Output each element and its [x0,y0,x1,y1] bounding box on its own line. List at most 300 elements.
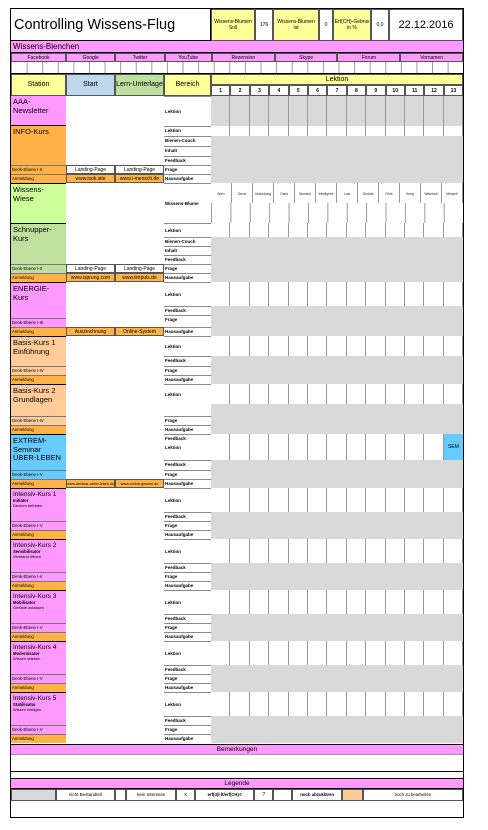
lesson-cell[interactable] [424,434,443,460]
lesson-cell[interactable] [269,641,288,665]
intensiv-1-anmeldung: Anmeldung [11,530,66,539]
ex-lern-url[interactable]: www.online-gewinn.de [115,479,164,488]
info-lektion-label: Lektion [164,126,211,136]
info-bienen-label: Bienen-Couch [164,136,211,146]
channel-youtube: YouTube [165,53,212,62]
lesson-cell[interactable] [347,96,366,126]
lesson-cell[interactable] [405,282,424,306]
intensiv-3-feedback-label: Feedback [164,614,211,623]
wiese-item-9: Fülle [379,183,400,203]
lesson-cell[interactable] [211,336,230,356]
lesson-cell[interactable] [269,692,288,716]
lesson-cell[interactable] [347,692,366,716]
legende-erfuellt: erf(ü)l-lt/erf(CH)-t [195,789,254,801]
intensiv-4-grid [211,665,463,692]
lesson-cell[interactable] [347,488,366,512]
sch-start-landing: Landing-Page [66,264,115,273]
lesson-cell[interactable] [211,96,230,126]
intensiv-3-title: Intensiv-Kurs 3 [13,593,57,600]
lesson-cell[interactable] [366,641,385,665]
lesson-cell[interactable] [211,282,230,306]
lesson-cell[interactable] [424,96,443,126]
lesson-cell[interactable] [366,434,385,460]
lesson-cell[interactable] [230,539,249,563]
intensiv-5-denk-ebene: Denk-Ebene I-V [11,725,66,734]
sem-badge: SEM [444,434,463,460]
lesson-cell[interactable] [366,336,385,356]
station-info-kurs: INFO-Kurs [11,126,66,165]
lesson-cell[interactable] [444,384,463,404]
lesson-cell[interactable] [230,282,249,306]
intensiv-2-feedback-label: Feedback [164,563,211,572]
ex-feedback-label: Feedback [164,460,211,470]
intensiv-5-lesson-cells [211,692,463,716]
lesson-cell[interactable] [250,282,269,306]
intensiv-5-grid [211,716,463,743]
lesson-cell[interactable] [347,282,366,306]
lesson-cell[interactable] [444,641,463,665]
legende-swatch-blank-2 [273,789,292,801]
b1-grid [211,356,463,384]
lesson-cell[interactable] [386,223,405,237]
lesson-cell[interactable] [424,641,443,665]
en-lesson-cells [211,282,463,306]
channel-google: Google [66,53,115,62]
bemerkungen-area[interactable] [11,754,463,772]
lesson-cell[interactable] [289,488,308,512]
lesson-cell[interactable] [386,384,405,404]
lesson-cell[interactable] [250,590,269,614]
intensiv-2-focus: Verstand öffnen [13,554,41,559]
b1-frage-label: Frage [164,366,211,375]
wiese-items [211,183,463,203]
intensiv-4-title: Intensiv-Kurs 4 [13,644,57,651]
lesson-cell[interactable] [211,641,230,665]
lesson-number-8: 8 [347,85,366,96]
lesson-cell[interactable] [308,282,327,306]
sch-start-url[interactable]: www.isprung.com [66,273,115,282]
lesson-cell[interactable] [405,223,424,237]
percent-label: Erf(CH)-Gebnis in % [333,9,371,41]
sch-lern-landing: Landing-Page [115,264,164,273]
lesson-number-2: 2 [230,85,249,96]
lesson-cell[interactable] [211,488,230,512]
info-inhalt-label: Inhalt [164,146,211,156]
lesson-number-9: 9 [366,85,385,96]
intensiv-4-lesson-cells [211,641,463,665]
ex-denk-ebene: Denk-Ebene I-V [11,470,66,479]
lesson-number-5: 5 [289,85,308,96]
wiese-item-7: Lust [337,183,358,203]
lesson-cell[interactable] [269,384,288,404]
b2-hausaufgabe-label: Hausaufgabe [164,425,211,434]
intensiv-5-frage-label: Frage [164,725,211,734]
lesson-cell[interactable] [405,539,424,563]
lesson-cell[interactable] [366,282,385,306]
lesson-cell[interactable] [308,488,327,512]
intensiv-5-lektion-label: Lektion [164,692,211,716]
lesson-cell[interactable] [386,336,405,356]
lesson-cell[interactable] [269,488,288,512]
sch-denk-ebene: Denk-Ebene I-II [11,264,66,273]
wiese-blume-label: Wissens-Blume [164,183,211,223]
lesson-cell[interactable] [405,434,424,460]
info-lern-url[interactable]: www.i-mensch.de [115,174,164,183]
lesson-cell[interactable] [327,336,346,356]
lesson-cell[interactable] [250,539,269,563]
intensiv-5-hausaufgabe-label: Hausaufgabe [164,734,211,743]
wiese-item-1: Wein [211,183,232,203]
wiese-item-6: Intelligenz [316,183,337,203]
soll-value: 176 [255,9,273,41]
wiese-item-10: Krieg [400,183,421,203]
b2-denk-ebene: Denk-Ebene I-IV [11,416,66,425]
lesson-cell[interactable] [250,223,269,237]
lesson-cell[interactable] [405,641,424,665]
lesson-cell[interactable] [386,488,405,512]
lesson-cell[interactable] [269,282,288,306]
intensiv-5-anmeldung: Anmeldung [11,734,66,743]
info-denk-ebene: Denk-Ebene I-II [11,165,66,174]
lesson-cell[interactable] [327,384,346,404]
legende-abzuklaeren: noch abzuklären [292,789,342,801]
wiese-item-4: Geist [274,183,295,203]
intensiv-3-hausaufgabe-label: Hausaufgabe [164,632,211,641]
b1-hausaufgabe-label: Hausaufgabe [164,375,211,384]
en-lektion-label: Lektion [164,282,211,306]
lesson-cell[interactable] [424,384,443,404]
intensiv-2-grid [211,563,463,590]
lesson-cell[interactable] [269,96,288,126]
intensiv-1-focus: Denken befreien [13,503,43,508]
lesson-cell[interactable] [405,590,424,614]
channel-twitter: Twitter [115,53,164,62]
lesson-cell[interactable] [444,692,463,716]
intensiv-1-grid [211,512,463,539]
en-denk-ebene: Denk-Ebene I-III [11,318,66,327]
lesson-cell[interactable] [386,96,405,126]
lesson-cell[interactable] [289,223,308,237]
info-start-url[interactable]: www.isok.site [66,174,115,183]
intensiv-3-frage-label: Frage [164,623,211,632]
b1-feedback-label: Feedback [164,356,211,366]
lesson-cell[interactable] [289,692,308,716]
channel-row [11,53,463,62]
intensiv-4-lektion-label: Lektion [164,641,211,665]
lesson-cell[interactable] [308,434,327,460]
lesson-cell[interactable] [386,434,405,460]
lesson-cell[interactable] [405,384,424,404]
lesson-cell[interactable] [211,539,230,563]
lesson-number-3: 3 [250,85,269,96]
lesson-cell[interactable] [211,692,230,716]
station-schnupper-kurs: Schnupper-Kurs [11,223,66,264]
lesson-number-7: 7 [327,85,346,96]
legende-x: x [176,789,195,801]
lesson-cell[interactable] [230,336,249,356]
intensiv-4-frage-label: Frage [164,674,211,683]
lesson-cell[interactable] [424,282,443,306]
intensiv-3-lesson-cells [211,590,463,614]
lesson-cell[interactable] [308,590,327,614]
lesson-cell[interactable] [269,126,288,136]
lesson-cell[interactable] [250,384,269,404]
col-lektion: Lektion [211,74,463,85]
lesson-cell[interactable] [444,126,463,136]
sch-anmeldung: Anmeldung [11,273,66,282]
controlling-sheet [10,8,464,818]
b2-frage-label: Frage [164,416,211,425]
col-bereich: Bereich [164,74,211,96]
lesson-cell[interactable] [424,539,443,563]
lesson-cell[interactable] [308,126,327,136]
lesson-cell[interactable] [269,434,288,460]
legende-row [11,788,463,801]
lesson-cell[interactable] [386,590,405,614]
lesson-cell[interactable] [269,223,288,237]
b2-feedback-label: Feedback [164,434,211,443]
lesson-cell[interactable] [230,590,249,614]
station-wissens-wiese: Wissens-Wiese [11,183,66,223]
lesson-cell[interactable] [250,434,269,460]
legende-fragezeichen: ? [254,789,273,801]
lesson-cell[interactable] [327,692,346,716]
lesson-cell[interactable] [386,282,405,306]
lesson-cell[interactable] [250,126,269,136]
channel-skype: Skype [275,53,338,62]
lesson-cell[interactable] [289,434,308,460]
sch-lektion-label: Lektion [164,223,211,237]
lesson-cell[interactable] [327,96,346,126]
lesson-number-10: 10 [386,85,405,96]
lesson-cell[interactable] [444,539,463,563]
bienchen-entry-grid [11,62,463,74]
lesson-cell[interactable] [424,223,443,237]
lesson-cell[interactable] [230,96,249,126]
lesson-cell[interactable] [327,539,346,563]
lesson-cell[interactable] [327,126,346,136]
sch-lern-url[interactable]: www.iimpuls.de [115,273,164,282]
lesson-cell[interactable] [327,434,346,460]
lesson-cell[interactable] [308,384,327,404]
sch-grid [211,237,463,282]
sch-bienen-label: Bienen-Couch [164,237,211,246]
lesson-cell[interactable] [424,336,443,356]
lesson-cell[interactable] [230,641,249,665]
lesson-cell[interactable] [347,641,366,665]
lesson-cell[interactable] [366,692,385,716]
lesson-cell[interactable] [347,539,366,563]
intensiv-4-hausaufgabe-label: Hausaufgabe [164,683,211,692]
lesson-cell[interactable] [308,641,327,665]
lesson-cell[interactable] [230,384,249,404]
lesson-cell[interactable] [230,434,249,460]
lesson-cell[interactable] [347,336,366,356]
station-intensiv-kurs-2 [11,539,66,572]
lesson-cell[interactable] [327,590,346,614]
lesson-cell[interactable] [269,539,288,563]
intensiv-2-lektion-label: Lektion [164,539,211,563]
lesson-cell[interactable] [308,692,327,716]
station-intensiv-kurs-3 [11,590,66,623]
lesson-cell[interactable] [327,223,346,237]
wiese-item-2: Durst [232,183,253,203]
channel-vornamen: Vornamen [400,53,463,62]
sch-lesson-cells [211,223,463,237]
b1-anmeldung: Anmeldung [11,375,66,384]
info-anmeldung: Anmeldung [11,174,66,183]
lesson-cell[interactable] [444,336,463,356]
lesson-cell[interactable] [444,96,463,126]
channel-rezension: Rezension [212,53,275,62]
lesson-cell[interactable] [444,223,463,237]
lesson-cell[interactable] [289,590,308,614]
lesson-cell[interactable] [386,126,405,136]
lesson-cell[interactable] [308,223,327,237]
lesson-cell[interactable] [289,336,308,356]
lesson-cell[interactable] [424,692,443,716]
lesson-cell[interactable] [444,590,463,614]
intensiv-1-hausaufgabe-label: Hausaufgabe [164,530,211,539]
lesson-cell[interactable] [289,282,308,306]
lesson-cell[interactable] [211,434,230,460]
en-grid [211,306,463,336]
lesson-cell[interactable] [230,692,249,716]
lesson-cell[interactable] [347,434,366,460]
lesson-cell[interactable] [405,96,424,126]
legende-title: Legende [11,779,463,788]
lesson-cell[interactable] [289,384,308,404]
sch-inhalt-label: Inhalt [164,246,211,255]
lesson-cell[interactable] [211,384,230,404]
lesson-cell[interactable] [308,539,327,563]
lesson-cell[interactable] [269,336,288,356]
intensiv-3-anmeldung: Anmeldung [11,632,66,641]
lesson-cell[interactable] [211,590,230,614]
lesson-cell[interactable] [366,384,385,404]
en-hausaufgabe-label: Hausaufgabe [164,327,211,336]
lesson-cell[interactable] [289,539,308,563]
lesson-cell[interactable] [386,692,405,716]
sch-feedback-label: Feedback [164,255,211,264]
lesson-cell[interactable] [405,336,424,356]
lesson-cell[interactable] [347,590,366,614]
intensiv-3-denk-ebene: Denk-Ebene I-V [11,623,66,632]
intensiv-5-title: Intensiv-Kurs 5 [13,695,57,702]
intensiv-5-focus: Wissen festigen [13,707,42,712]
lesson-cell[interactable] [366,590,385,614]
lesson-cell[interactable] [424,488,443,512]
ex-frage-label: Frage [164,470,211,479]
ex-start-url[interactable]: www.seminar-ueber-leben.de [66,479,115,488]
intensiv-4-anmeldung: Anmeldung [11,683,66,692]
station-aaa-newsletter: AAA-Newsletter [11,96,66,126]
lesson-cell[interactable] [289,641,308,665]
lesson-cell[interactable] [211,126,230,136]
intensiv-2-lesson-cells [211,539,463,563]
lesson-cell[interactable] [366,539,385,563]
intensiv-4-feedback-label: Feedback [164,665,211,674]
ex-anmeldung: Anmeldung [11,479,66,488]
aaa-lektion-label: Lektion [164,96,211,126]
lesson-cell[interactable] [347,126,366,136]
lesson-number-13: 13 [444,85,463,96]
lesson-cell[interactable] [405,488,424,512]
info-lesson-cells [211,126,463,136]
lesson-cell[interactable] [347,223,366,237]
lesson-cell[interactable] [250,641,269,665]
lesson-cell[interactable] [250,488,269,512]
lesson-cell[interactable] [230,126,249,136]
lesson-cell[interactable] [327,488,346,512]
wiese-item-8: Geduld [358,183,379,203]
wiese-item-12: Mensch [442,183,463,203]
info-lern-landing: Landing-Page [115,165,164,174]
station-intensiv-kurs-5 [11,692,66,725]
lesson-cell[interactable] [230,488,249,512]
lesson-number-12: 12 [424,85,443,96]
lesson-cell[interactable] [211,223,230,237]
info-frage-label: Frage [164,165,211,174]
lesson-cell[interactable] [289,96,308,126]
lesson-cell[interactable] [424,126,443,136]
lesson-cell[interactable] [250,336,269,356]
lesson-cell[interactable] [327,282,346,306]
col-start: Start [66,74,115,96]
lesson-cell[interactable] [444,488,463,512]
station-intensiv-kurs-4 [11,641,66,674]
b2-anmeldung: Anmeldung [11,425,66,434]
en-frage-label: Frage [164,315,211,327]
lesson-cell[interactable] [366,126,385,136]
lesson-cell[interactable] [405,126,424,136]
wiese-item-3: Verlockung [253,183,274,203]
channel-facebook: Facebook [11,53,66,62]
lesson-cell[interactable] [230,223,249,237]
sheet-title: Controlling Wissens-Flug [11,9,211,41]
lesson-cell[interactable] [366,223,385,237]
lesson-cell[interactable] [269,590,288,614]
intensiv-1-lektion-label: Lektion [164,488,211,512]
lesson-cell[interactable] [327,641,346,665]
intensiv-4-focus: Wissen stärken [13,656,41,661]
lesson-cell[interactable] [424,590,443,614]
intensiv-5-role: Stabilisator [13,702,36,707]
lesson-cell[interactable] [289,126,308,136]
lesson-cell[interactable] [386,539,405,563]
bienchen-title: Wissens-Bienchen [11,41,463,53]
b2-lesson-cells [211,384,463,404]
lesson-cell[interactable] [250,692,269,716]
intensiv-4-denk-ebene: Denk-Ebene I-V [11,674,66,683]
intensiv-2-frage-label: Frage [164,572,211,581]
lesson-cell[interactable] [308,336,327,356]
lesson-cell[interactable] [366,96,385,126]
lesson-cell[interactable] [444,282,463,306]
lesson-cell[interactable] [347,384,366,404]
wiese-item-11: Wahrheit [421,183,442,203]
en-anmeldung: Anmeldung [11,327,66,336]
lesson-cell[interactable] [308,96,327,126]
intensiv-3-role: Mobilisator [13,600,36,605]
lesson-cell[interactable] [250,96,269,126]
lesson-cell[interactable] [386,641,405,665]
lesson-cell[interactable] [405,692,424,716]
intensiv-3-lektion-label: Lektion [164,590,211,614]
b1-lektion-label: Lektion [164,336,211,356]
station-basis-kurs-1: Basis-Kurs 1 Einführung [11,336,66,366]
lesson-cell[interactable] [366,488,385,512]
